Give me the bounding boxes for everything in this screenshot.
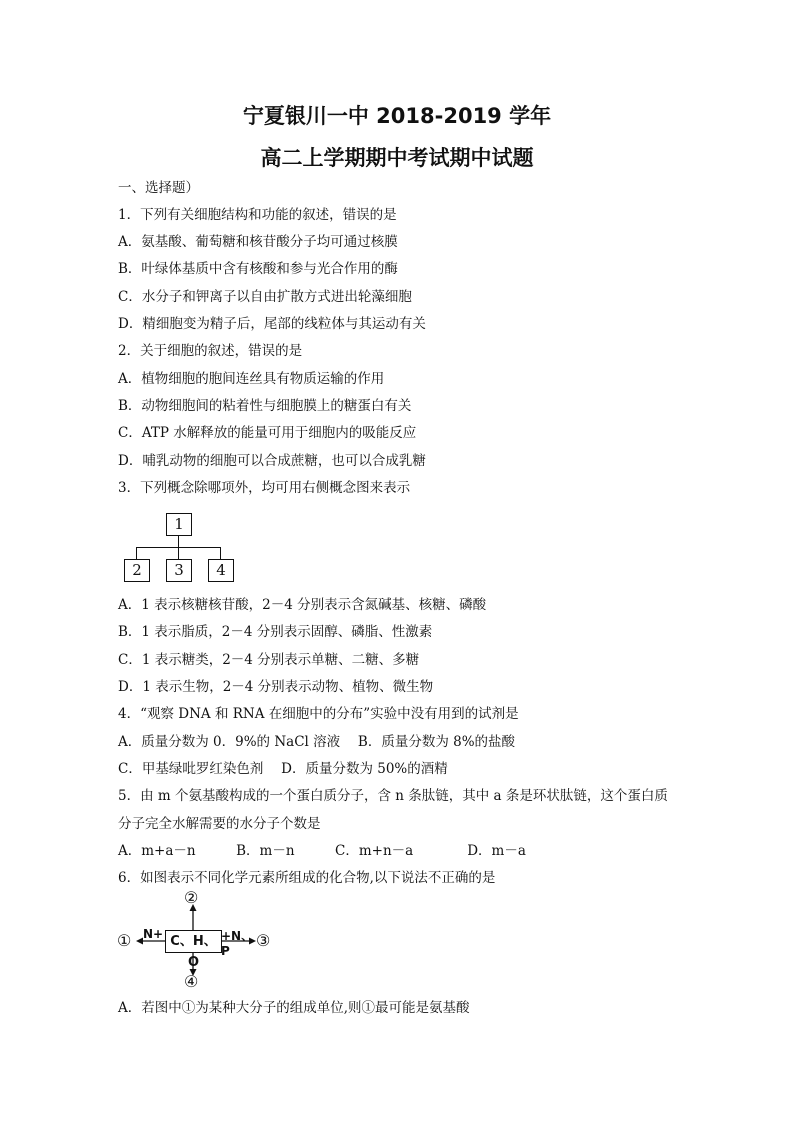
q5-options: A．m+a－n B．m－n C．m+n－a D．m－a [118, 843, 526, 859]
question-5: 5．由 m 个氨基酸构成的一个蛋白质分子，含 n 条肽链，其中 a 条是环状肽链，这个蛋白质 [118, 788, 668, 804]
chon-box: C、H、O [165, 930, 222, 953]
q3-option-b: B．1 表示脂质，2－4 分别表示固醇、磷脂、性激素 [118, 624, 433, 640]
circle-4-label: ④ [184, 972, 199, 991]
circle-2-label: ② [184, 888, 199, 907]
question-1: 1．下列有关细胞结构和功能的叙述，错误的是 [118, 207, 397, 223]
q2-option-b: B．动物细胞间的粘着性与细胞膜上的糖蛋白有关 [118, 398, 412, 414]
q4-options-ab: A．质量分数为 0．9%的 NaCl 溶液 B．质量分数为 8%的盐酸 [118, 734, 516, 750]
question-4: 4．“观察 DNA 和 RNA 在细胞中的分布”实验中没有用到的试剂是 [118, 706, 519, 722]
q1-option-a: A．氨基酸、葡萄糖和核苷酸分子均可通过核膜 [118, 234, 398, 250]
question-5-cont: 分子完全水解需要的水分子个数是 [118, 816, 321, 832]
concept-box-4: 4 [208, 559, 234, 582]
q1-option-c: C．水分子和钾离子以自由扩散方式进出轮藻细胞 [118, 289, 412, 305]
q4-options-cd: C．甲基绿吡罗红染色剂 D．质量分数为 50%的酒精 [118, 761, 448, 777]
section-heading: 一、选择题） [118, 180, 199, 196]
circle-1-label: ① [117, 931, 132, 950]
q3-option-a: A．1 表示核糖核苷酸，2－4 分别表示含氮碱基、核糖、磷酸 [118, 597, 487, 613]
np-label: +N、P [221, 929, 254, 958]
q2-option-d: D．哺乳动物的细胞可以合成蔗糖，也可以合成乳糖 [118, 453, 426, 469]
concept-box-1: 1 [166, 513, 192, 536]
page-title: 宁夏银川一中 2018-2019 学年 [242, 104, 552, 128]
q2-option-a: A．植物细胞的胞间连丝具有物质运输的作用 [118, 371, 385, 387]
q1-option-d: D．精细胞变为精子后，尾部的线粒体与其运动有关 [118, 316, 426, 332]
concept-box-2: 2 [124, 559, 150, 582]
q3-option-c: C．1 表示糖类，2－4 分别表示单糖、二糖、多糖 [118, 652, 420, 668]
q3-option-d: D．1 表示生物，2－4 分别表示动物、植物、微生物 [118, 679, 434, 695]
concept-box-3: 3 [166, 559, 192, 582]
q6-option-a: A．若图中①为某种大分子的组成单位,则①最可能是氨基酸 [118, 1000, 470, 1016]
question-2: 2．关于细胞的叙述，错误的是 [118, 343, 303, 359]
circle-3-label: ③ [256, 931, 271, 950]
question-6: 6．如图表示不同化学元素所组成的化合物,以下说法不正确的是 [118, 870, 496, 886]
n-plus-label: N+ [143, 927, 164, 941]
q2-option-c: C．ATP 水解释放的能量可用于细胞内的吸能反应 [118, 425, 417, 441]
question-3: 3．下列概念除哪项外，均可用右侧概念图来表示 [118, 480, 411, 496]
page-subtitle: 高二上学期期中考试期中试题 [260, 146, 534, 170]
q1-option-b: B．叶绿体基质中含有核酸和参与光合作用的酶 [118, 261, 398, 277]
